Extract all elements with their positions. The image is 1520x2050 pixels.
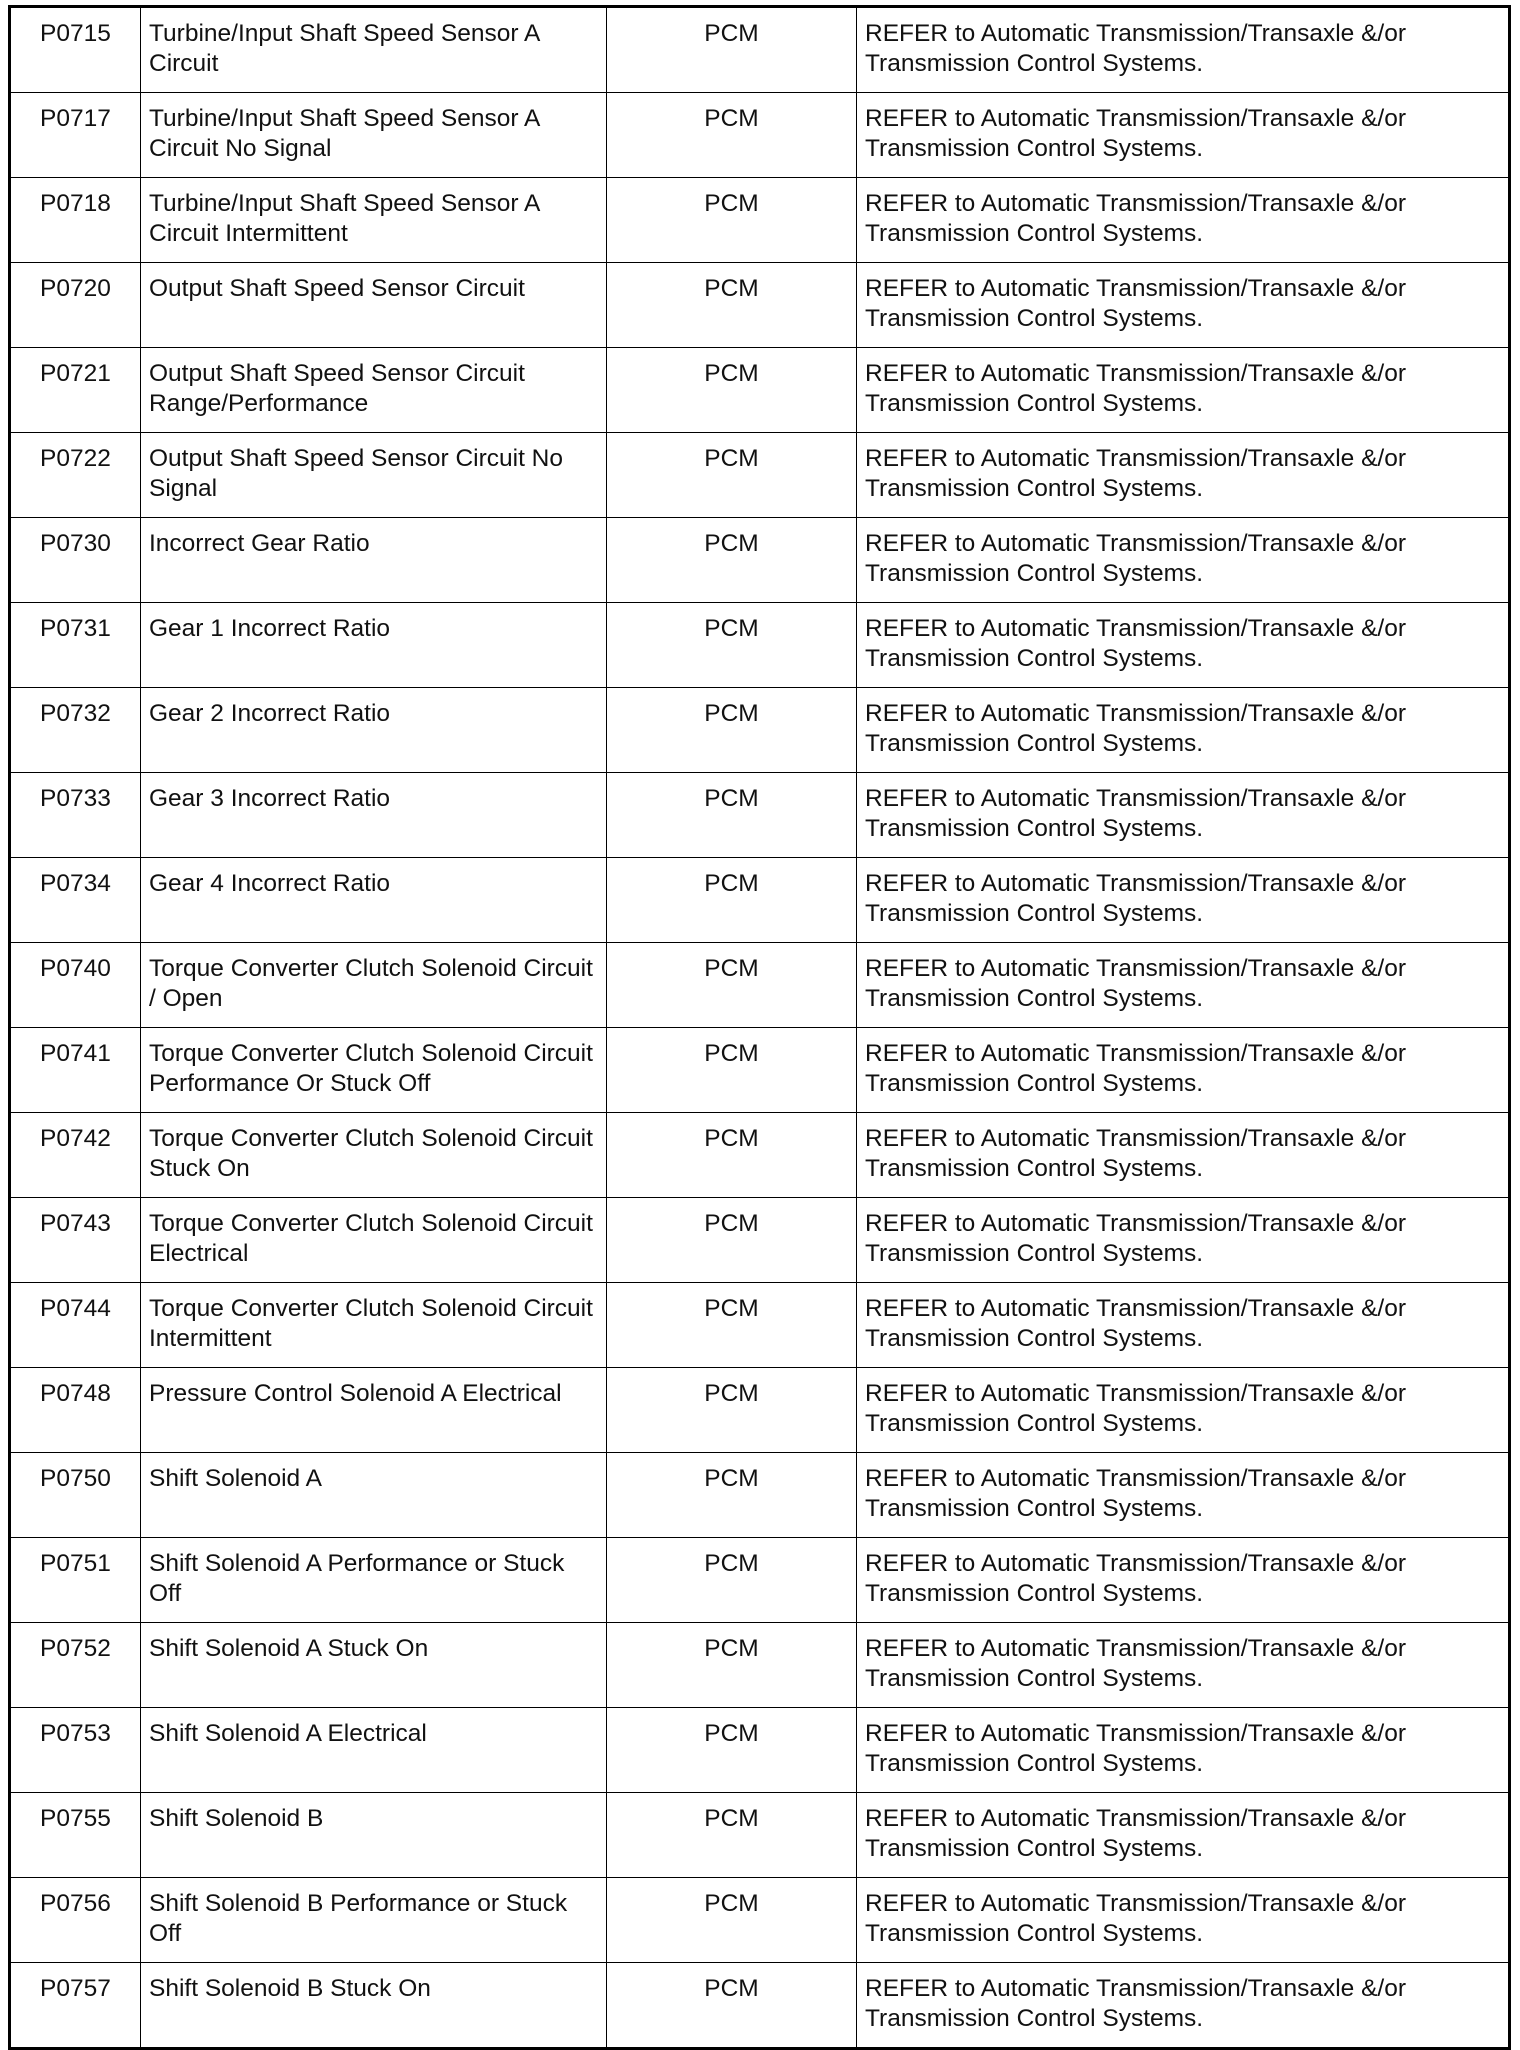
dtc-module: PCM xyxy=(607,1453,857,1538)
dtc-module: PCM xyxy=(607,1708,857,1793)
dtc-description: Shift Solenoid A Performance or Stuck Off xyxy=(141,1538,607,1623)
dtc-description: Turbine/Input Shaft Speed Sensor A Circuit xyxy=(141,7,607,93)
dtc-action: REFER to Automatic Transmission/Transaxle &/or Transmission Control Systems. xyxy=(857,603,1510,688)
table-row xyxy=(10,1793,1510,1878)
dtc-action: REFER to Automatic Transmission/Transaxle &/or Transmission Control Systems. xyxy=(857,1878,1510,1963)
table-row xyxy=(10,943,1510,1028)
dtc-description: Pressure Control Solenoid A Electrical xyxy=(141,1368,607,1453)
dtc-code: P0750 xyxy=(10,1453,141,1538)
table-row xyxy=(10,433,1510,518)
dtc-action: REFER to Automatic Transmission/Transaxle &/or Transmission Control Systems. xyxy=(857,7,1510,93)
dtc-code: P0744 xyxy=(10,1283,141,1368)
dtc-description: Shift Solenoid A xyxy=(141,1453,607,1538)
table-row xyxy=(10,858,1510,943)
dtc-action: REFER to Automatic Transmission/Transaxle &/or Transmission Control Systems. xyxy=(857,1623,1510,1708)
dtc-description: Turbine/Input Shaft Speed Sensor A Circuit No Signal xyxy=(141,93,607,178)
dtc-module: PCM xyxy=(607,773,857,858)
dtc-module: PCM xyxy=(607,518,857,603)
dtc-code: P0720 xyxy=(10,263,141,348)
dtc-action: REFER to Automatic Transmission/Transaxle &/or Transmission Control Systems. xyxy=(857,1113,1510,1198)
dtc-code: P0718 xyxy=(10,178,141,263)
table-row xyxy=(10,1028,1510,1113)
dtc-module: PCM xyxy=(607,1793,857,1878)
table-row xyxy=(10,1963,1510,2049)
dtc-action: REFER to Automatic Transmission/Transaxle &/or Transmission Control Systems. xyxy=(857,688,1510,773)
dtc-description: Gear 1 Incorrect Ratio xyxy=(141,603,607,688)
dtc-description: Output Shaft Speed Sensor Circuit No Signal xyxy=(141,433,607,518)
dtc-action: REFER to Automatic Transmission/Transaxle &/or Transmission Control Systems. xyxy=(857,263,1510,348)
dtc-module: PCM xyxy=(607,1878,857,1963)
dtc-code: P0756 xyxy=(10,1878,141,1963)
dtc-module: PCM xyxy=(607,348,857,433)
dtc-code: P0748 xyxy=(10,1368,141,1453)
dtc-action: REFER to Automatic Transmission/Transaxle &/or Transmission Control Systems. xyxy=(857,348,1510,433)
dtc-description: Gear 3 Incorrect Ratio xyxy=(141,773,607,858)
table-row xyxy=(10,348,1510,433)
dtc-action: REFER to Automatic Transmission/Transaxle &/or Transmission Control Systems. xyxy=(857,433,1510,518)
dtc-description: Output Shaft Speed Sensor Circuit Range/Performance xyxy=(141,348,607,433)
dtc-module: PCM xyxy=(607,263,857,348)
table-row xyxy=(10,1368,1510,1453)
dtc-code: P0755 xyxy=(10,1793,141,1878)
dtc-description: Gear 4 Incorrect Ratio xyxy=(141,858,607,943)
dtc-action: REFER to Automatic Transmission/Transaxle &/or Transmission Control Systems. xyxy=(857,1283,1510,1368)
table-row xyxy=(10,1113,1510,1198)
dtc-module: PCM xyxy=(607,433,857,518)
dtc-description: Shift Solenoid B Stuck On xyxy=(141,1963,607,2049)
dtc-module: PCM xyxy=(607,688,857,773)
table-row xyxy=(10,603,1510,688)
dtc-code: P0722 xyxy=(10,433,141,518)
dtc-module: PCM xyxy=(607,1198,857,1283)
table-row xyxy=(10,93,1510,178)
dtc-code: P0742 xyxy=(10,1113,141,1198)
dtc-action: REFER to Automatic Transmission/Transaxle &/or Transmission Control Systems. xyxy=(857,1538,1510,1623)
table-row xyxy=(10,1623,1510,1708)
dtc-code: P0743 xyxy=(10,1198,141,1283)
dtc-code: P0752 xyxy=(10,1623,141,1708)
table-row xyxy=(10,1538,1510,1623)
dtc-action: REFER to Automatic Transmission/Transaxle &/or Transmission Control Systems. xyxy=(857,943,1510,1028)
dtc-action: REFER to Automatic Transmission/Transaxle &/or Transmission Control Systems. xyxy=(857,773,1510,858)
dtc-module: PCM xyxy=(607,1623,857,1708)
dtc-code: P0740 xyxy=(10,943,141,1028)
dtc-code: P0753 xyxy=(10,1708,141,1793)
table-row xyxy=(10,773,1510,858)
dtc-module: PCM xyxy=(607,943,857,1028)
dtc-action: REFER to Automatic Transmission/Transaxle &/or Transmission Control Systems. xyxy=(857,178,1510,263)
dtc-action: REFER to Automatic Transmission/Transaxle &/or Transmission Control Systems. xyxy=(857,1793,1510,1878)
table-row xyxy=(10,263,1510,348)
table-row xyxy=(10,1283,1510,1368)
table-row xyxy=(10,1708,1510,1793)
dtc-code: P0733 xyxy=(10,773,141,858)
table-row xyxy=(10,688,1510,773)
dtc-action: REFER to Automatic Transmission/Transaxle &/or Transmission Control Systems. xyxy=(857,93,1510,178)
dtc-module: PCM xyxy=(607,93,857,178)
dtc-code: P0717 xyxy=(10,93,141,178)
dtc-action: REFER to Automatic Transmission/Transaxle &/or Transmission Control Systems. xyxy=(857,1028,1510,1113)
dtc-description: Output Shaft Speed Sensor Circuit xyxy=(141,263,607,348)
dtc-description: Shift Solenoid B Performance or Stuck Off xyxy=(141,1878,607,1963)
dtc-description: Shift Solenoid A Electrical xyxy=(141,1708,607,1793)
dtc-description: Torque Converter Clutch Solenoid Circuit / Open xyxy=(141,943,607,1028)
dtc-module: PCM xyxy=(607,858,857,943)
dtc-description: Shift Solenoid B xyxy=(141,1793,607,1878)
dtc-description: Torque Converter Clutch Solenoid Circuit Performance Or Stuck Off xyxy=(141,1028,607,1113)
dtc-code: P0715 xyxy=(10,7,141,93)
dtc-action: REFER to Automatic Transmission/Transaxle &/or Transmission Control Systems. xyxy=(857,1963,1510,2049)
table-row xyxy=(10,1453,1510,1538)
dtc-description: Torque Converter Clutch Solenoid Circuit Electrical xyxy=(141,1198,607,1283)
dtc-action: REFER to Automatic Transmission/Transaxle &/or Transmission Control Systems. xyxy=(857,1708,1510,1793)
dtc-code: P0732 xyxy=(10,688,141,773)
table-row xyxy=(10,1198,1510,1283)
dtc-module: PCM xyxy=(607,1283,857,1368)
dtc-code: P0730 xyxy=(10,518,141,603)
dtc-code: P0757 xyxy=(10,1963,141,2049)
dtc-code: P0734 xyxy=(10,858,141,943)
dtc-module: PCM xyxy=(607,603,857,688)
dtc-table xyxy=(8,5,1511,2050)
table-row xyxy=(10,178,1510,263)
dtc-description: Gear 2 Incorrect Ratio xyxy=(141,688,607,773)
table-row xyxy=(10,518,1510,603)
dtc-description: Incorrect Gear Ratio xyxy=(141,518,607,603)
dtc-module: PCM xyxy=(607,1963,857,2049)
table-row xyxy=(10,1878,1510,1963)
dtc-description: Shift Solenoid A Stuck On xyxy=(141,1623,607,1708)
dtc-code: P0731 xyxy=(10,603,141,688)
dtc-module: PCM xyxy=(607,1028,857,1113)
dtc-action: REFER to Automatic Transmission/Transaxle &/or Transmission Control Systems. xyxy=(857,1453,1510,1538)
dtc-module: PCM xyxy=(607,1113,857,1198)
dtc-description: Turbine/Input Shaft Speed Sensor A Circuit Intermittent xyxy=(141,178,607,263)
dtc-module: PCM xyxy=(607,178,857,263)
dtc-code: P0721 xyxy=(10,348,141,433)
dtc-code: P0751 xyxy=(10,1538,141,1623)
table-row xyxy=(10,7,1510,93)
dtc-module: PCM xyxy=(607,1538,857,1623)
dtc-action: REFER to Automatic Transmission/Transaxle &/or Transmission Control Systems. xyxy=(857,518,1510,603)
dtc-description: Torque Converter Clutch Solenoid Circuit Stuck On xyxy=(141,1113,607,1198)
dtc-module: PCM xyxy=(607,7,857,93)
dtc-action: REFER to Automatic Transmission/Transaxle &/or Transmission Control Systems. xyxy=(857,1198,1510,1283)
dtc-code: P0741 xyxy=(10,1028,141,1113)
dtc-action: REFER to Automatic Transmission/Transaxle &/or Transmission Control Systems. xyxy=(857,1368,1510,1453)
dtc-module: PCM xyxy=(607,1368,857,1453)
dtc-action: REFER to Automatic Transmission/Transaxle &/or Transmission Control Systems. xyxy=(857,858,1510,943)
dtc-description: Torque Converter Clutch Solenoid Circuit Intermittent xyxy=(141,1283,607,1368)
